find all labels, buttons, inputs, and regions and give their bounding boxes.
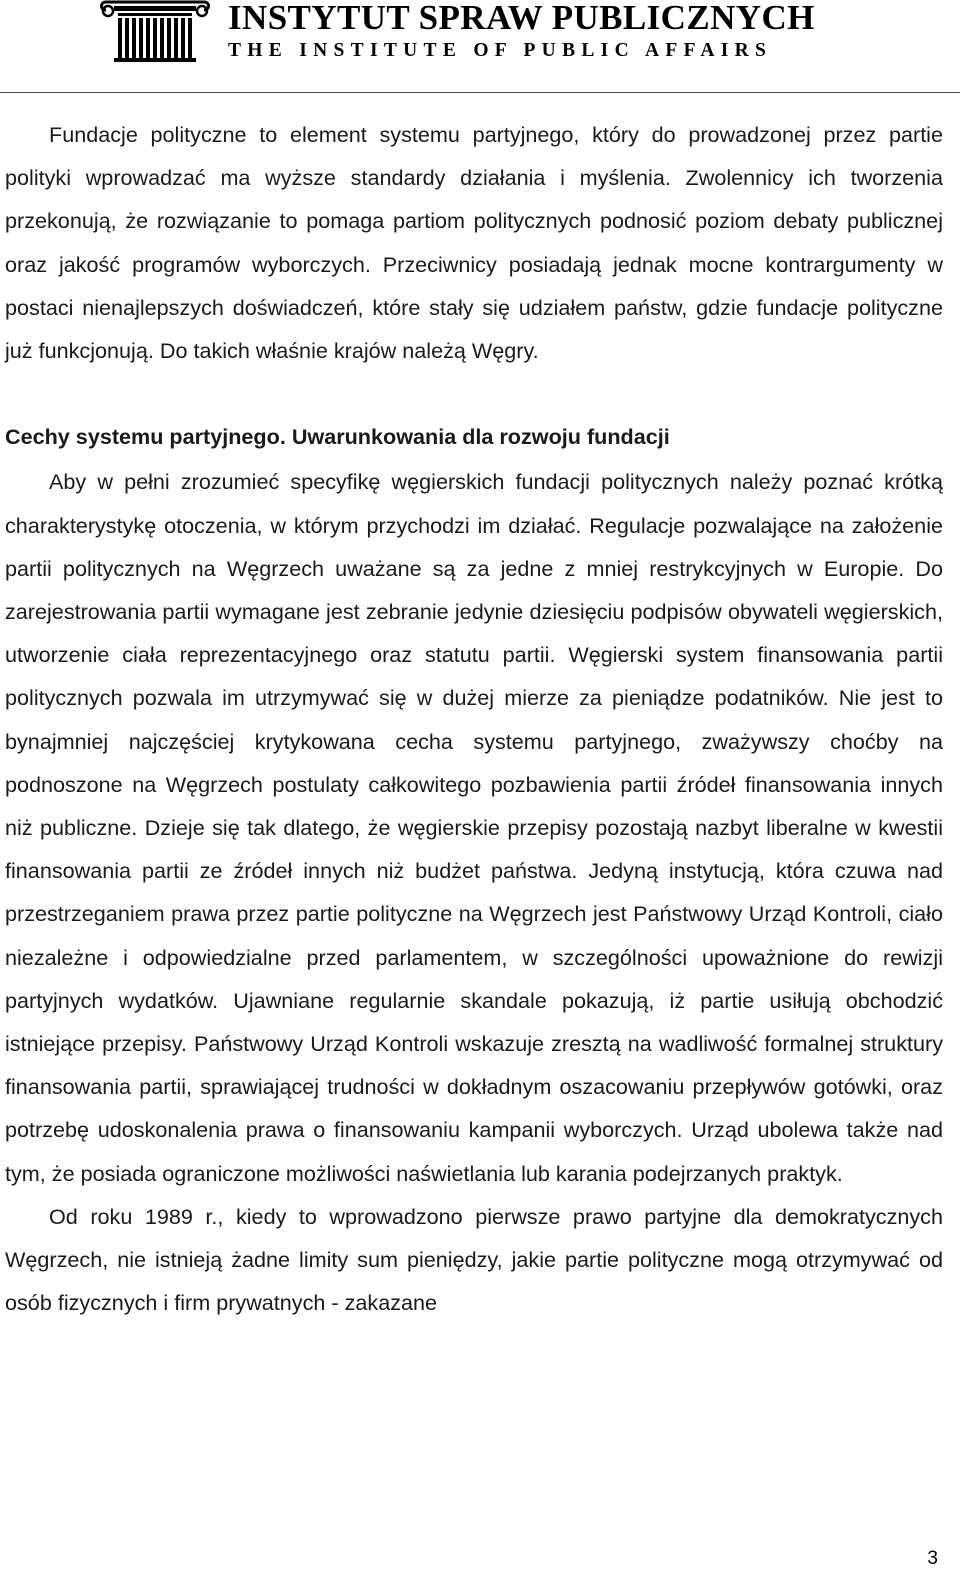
paragraph-intro: Fundacje polityczne to element systemu partyjnego, który do prowadzonej przez partie polityki wprowadzać ma wyższe standardy działania i myślenia. Zwolennicy ich tworzenia przekonują, że rozwiązanie to pomaga partiom politycznych podnosić poziom debaty publicznej oraz jakość programów wyborczych. Przeciwnicy posiadają jednak mocne kontrargumenty w postaci nienajlepszych doświadczeń, które stały się udziałem państw, gdzie fundacje polityczne już funkcjonują. Do takich właśnie krajów należą Węgry. [5, 122, 943, 364]
ionic-column-logo [100, 0, 210, 62]
page-number: 3 [927, 1548, 938, 1569]
paragraph-since-1989: Od roku 1989 r., kiedy to wprowadzono pierwsze prawo partyjne dla demokratycznych Węgrzech, nie istnieją żadne limity sum pieniędzy, jakie partie polityczne mogą otrzymywać od osób fizycznych i firm prywatnych - zakazane [5, 1203, 943, 1316]
header-divider [0, 92, 960, 93]
institute-name: INSTYTUT SPRAW PUBLICZNYCH [228, 0, 815, 37]
document-body [5, 113, 943, 1324]
document-header [0, 0, 960, 96]
institute-name-english: THE INSTITUTE OF PUBLIC AFFAIRS [228, 40, 773, 61]
paragraph-party-system: Aby w pełni zrozumieć specyfikę węgierskich fundacji politycznych należy poznać krótką charakterystykę otoczenia, w którym przychodzi im działać. Regulacje pozwalające na założenie partii politycznych na Węgrzech uważane są za jedne z mniej restrykcyjnych w Europie. Do zarejestrowania partii wymagane jest zebranie jedynie dziesięciu podpisów obywateli węgierskich, utworzenie ciała reprezentacyjnego oraz statutu partii. Węgierski system finansowania partii politycznych pozwala im utrzymywać się w dużej mierze za pieniądze podatników. Nie jest to bynajmniej najczęściej krytykowana cecha systemu partyjnego, zważywszy choćby na podnoszone na Węgrzech postulaty całkowitego pozbawienia partii źródeł finansowania innych niż publiczne. Dzieje się tak dlatego, że węgierskie przepisy pozostają nazbyt liberalne w kwestii finansowania partii ze źródeł innych niż budżet państwa. Jedyną instytucją, która czuwa nad przestrzeganiem prawa przez partie polityczne na Węgrzech jest Państwowy Urząd Kontroli, ciało niezależne i odpowiedzialne przed parlamentem, w szczególności upoważnione do rewizji partyjnych wydatków. Ujawniane regularnie skandale pokazują, iż partie usiłują obchodzić istniejące przepisy. Państwowy Urząd Kontroli wskazuje zresztą na wadliwość formalnej struktury finansowania partii, sprawiającej trudności w dokładnym oszacowaniu przepływów gotówki, oraz potrzebę udoskonalenia prawa o finansowaniu kampanii wyborczych. Urząd ubolewa także nad tym, że posiada ograniczone możliwości naświetlania lub karania podejrzanych praktyk. [5, 469, 943, 1186]
section-heading: Cechy systemu partyjnego. Uwarunkowania dla rozwoju fundacji [5, 424, 670, 450]
